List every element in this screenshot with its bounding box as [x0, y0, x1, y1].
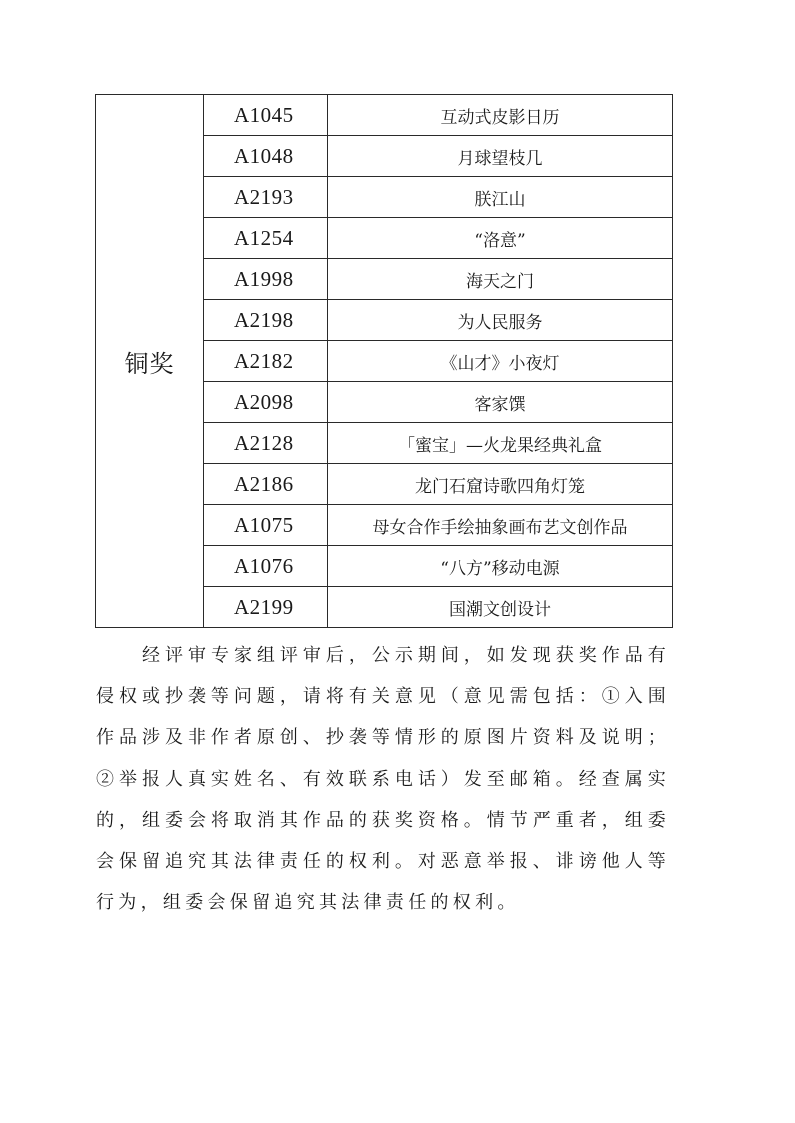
entry-title: “八方”移动电源 — [328, 546, 673, 587]
entry-id: A1998 — [204, 259, 328, 300]
entry-title: 「蜜宝」—火龙果经典礼盒 — [328, 423, 673, 464]
award-table — [95, 94, 673, 628]
entry-title: 国潮文创设计 — [328, 587, 673, 628]
entry-id: A1048 — [204, 136, 328, 177]
entry-title: 互动式皮影日历 — [328, 95, 673, 136]
entry-title: 月球望枝几 — [328, 136, 673, 177]
entry-title: 海天之门 — [328, 259, 673, 300]
entry-id: A1045 — [204, 95, 328, 136]
entry-id: A2193 — [204, 177, 328, 218]
entry-id: A2186 — [204, 464, 328, 505]
entry-title: 母女合作手绘抽象画布艺文创作品 — [328, 505, 673, 546]
notice-paragraph: 经评审专家组评审后，公示期间，如发现获奖作品有侵权或抄袭等问题，请将有关意见（意见需包括：①入围作品涉及非作者原创、抄袭等情形的原图片资料及说明；②举报人真实姓名、有效联系电话）发至邮箱。经查属实的，组委会将取消其作品的获奖资格。情节严重者，组委会保留追究其法律责任的权利。对恶意举报、诽谤他人等行为，组委会保留追究其法律责任的权利。 — [96, 645, 670, 914]
entry-id: A2182 — [204, 341, 328, 382]
award-group-cell: 铜奖 — [96, 95, 204, 628]
award-table-body — [96, 95, 673, 628]
entry-id: A2198 — [204, 300, 328, 341]
entry-title: 《山才》小夜灯 — [328, 341, 673, 382]
entry-id: A1254 — [204, 218, 328, 259]
entry-id: A2098 — [204, 382, 328, 423]
entry-title: “洛意” — [328, 218, 673, 259]
table-row — [96, 95, 673, 136]
entry-id: A2199 — [204, 587, 328, 628]
entry-id: A1076 — [204, 546, 328, 587]
entry-title: 龙门石窟诗歌四角灯笼 — [328, 464, 673, 505]
entry-title: 朕江山 — [328, 177, 673, 218]
entry-title: 客家馔 — [328, 382, 673, 423]
entry-id: A2128 — [204, 423, 328, 464]
entry-id: A1075 — [204, 505, 328, 546]
entry-title: 为人民服务 — [328, 300, 673, 341]
